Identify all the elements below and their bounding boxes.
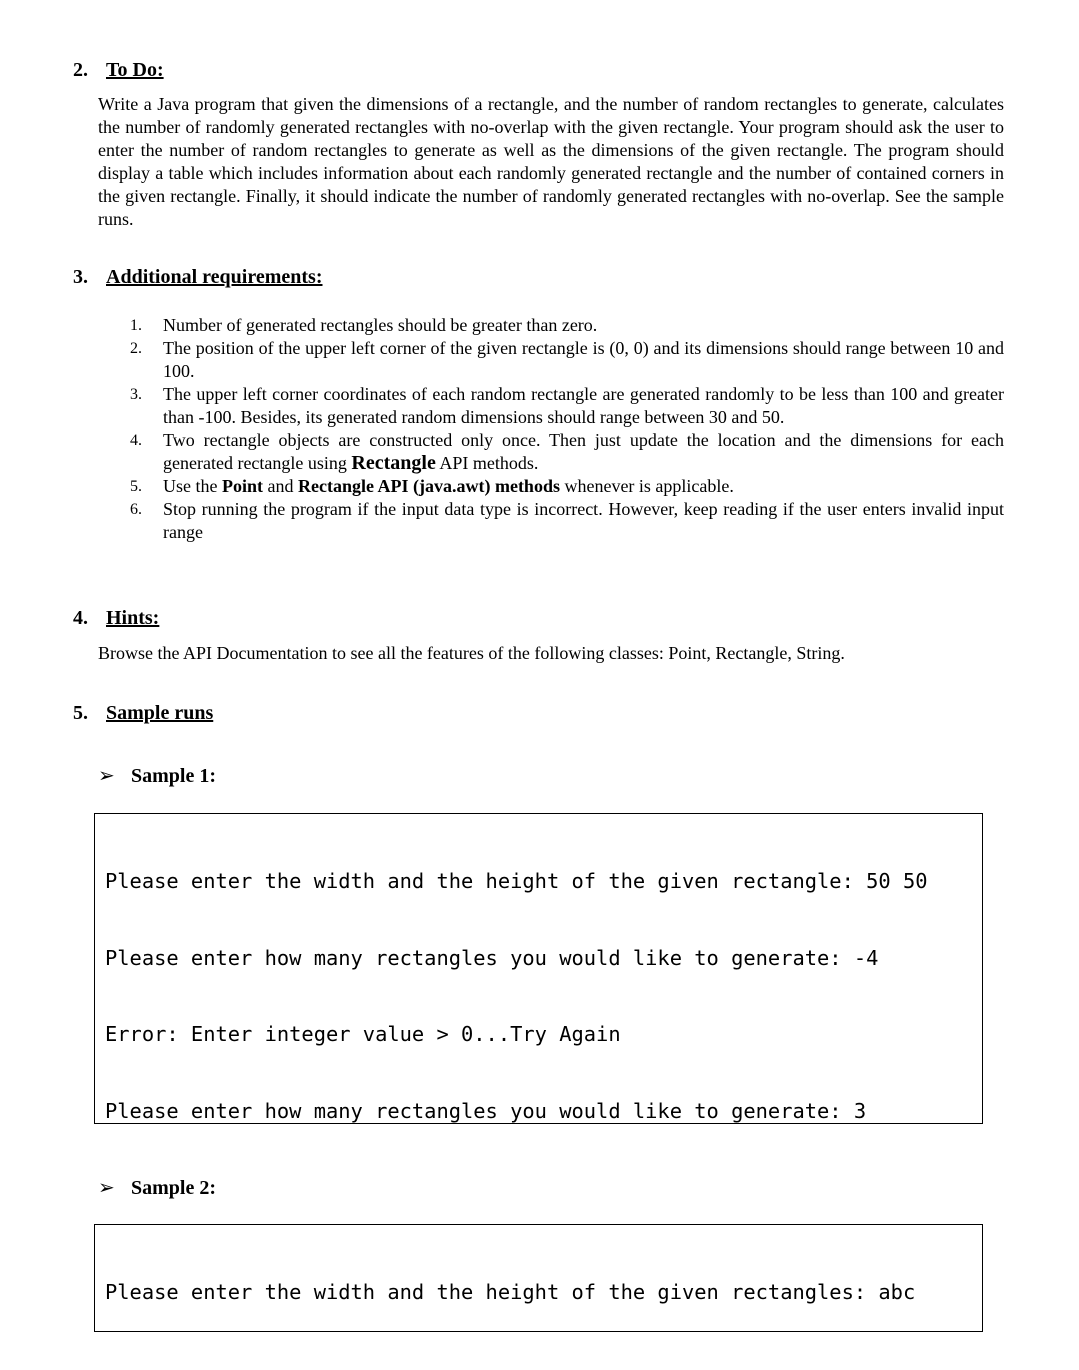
item-text: The upper left corner coordinates of each random rectangle are generated randomly to be less than 100 and greater than -100. Besides, its generated random dimensions should range between 30 and 50.	[163, 384, 1004, 427]
requirement-item	[98, 498, 1004, 544]
item-text-mid: and	[263, 476, 298, 496]
sample-label: Sample 1:	[131, 765, 216, 787]
requirement-item	[98, 383, 1004, 429]
arrow-bullet-icon: ➢	[98, 1177, 115, 1199]
item-number: 2.	[130, 340, 142, 357]
arrow-bullet-icon: ➢	[98, 765, 115, 787]
sample1-heading	[98, 763, 216, 788]
section-hints-heading	[73, 607, 159, 630]
console-line: Please enter the width and the height of the given rectangles: abc	[105, 1280, 916, 1304]
requirement-item	[98, 475, 1004, 498]
item-number: 4.	[130, 432, 142, 449]
item-number: 3.	[130, 386, 142, 403]
console-line: Please enter how many rectangles you would like to generate: -4	[105, 945, 879, 970]
item-text: Number of generated rectangles should be greater than zero.	[163, 315, 598, 335]
item-text: Stop running the program if the input data type is incorrect. However, keep reading if the user enters invalid input range	[163, 499, 1004, 542]
item-text: The position of the upper left corner of the given rectangle is (0, 0) and its dimensions should range between 10 and 100.	[163, 338, 1004, 381]
item-text-post: whenever is applicable.	[559, 476, 734, 496]
item-number: 6.	[130, 501, 142, 518]
sample1-console	[94, 813, 983, 1124]
section-number: 5.	[73, 702, 88, 724]
requirement-item	[98, 337, 1004, 383]
section-title: Sample runs	[106, 702, 214, 724]
item-number: 1.	[130, 317, 142, 334]
todo-paragraph: Write a Java program that given the dimensions of a rectangle, and the number of random rectangles to generate, calculates the number of randomly generated rectangles with no-overlap with the given rectangle. Your program should ask the user to enter the number of random rectangles to generate as well as the dimensions of the given rectangle. The program should display a table which includes information about each randomly generated rectangle and the number of contained corners in the given rectangle. Finally, it should indicate the number of randomly generated rectangles with no-overlap. See the sample runs.	[98, 94, 1004, 229]
sample2-heading	[98, 1175, 216, 1200]
sample-label: Sample 2:	[131, 1177, 216, 1199]
item-text-pre: Two rectangle objects are constructed only once. Then just update the location and the dimensions for each generated rectangle using	[163, 430, 1004, 473]
section-title: Hints:	[106, 607, 160, 629]
section-number: 4.	[73, 607, 88, 629]
item-text	[163, 430, 1004, 473]
item-text	[163, 476, 734, 496]
console-line: Error: Enter integer value > 0...Try Again	[105, 1022, 621, 1046]
section-number: 2.	[73, 59, 88, 81]
item-text-pre: Use the	[163, 476, 222, 496]
requirement-item	[98, 429, 1004, 475]
requirement-item	[98, 314, 1004, 337]
item-number: 5.	[130, 478, 142, 495]
item-text-bold: Rectangle API (java.awt) methods	[298, 476, 560, 496]
section-number: 3.	[73, 266, 88, 288]
sample2-console	[94, 1224, 983, 1332]
item-text-bold: Point	[221, 476, 263, 496]
item-text-bold: Rectangle	[351, 452, 436, 474]
console-line: Please enter how many rectangles you would like to generate: 3	[105, 1098, 867, 1123]
console-line: Please enter the width and the height of the given rectangle: 50 50	[105, 869, 928, 893]
hints-paragraph: Browse the API Documentation to see all the features of the following classes: Point, Rectangle, String.	[98, 643, 845, 663]
section-title: Additional requirements:	[106, 266, 323, 288]
section-samples-heading	[73, 702, 213, 725]
section-requirements-heading	[73, 266, 323, 289]
requirements-list	[98, 314, 1004, 544]
section-title: To Do:	[106, 59, 164, 81]
item-text-post: API methods.	[435, 453, 539, 473]
section-todo-heading	[73, 59, 164, 82]
